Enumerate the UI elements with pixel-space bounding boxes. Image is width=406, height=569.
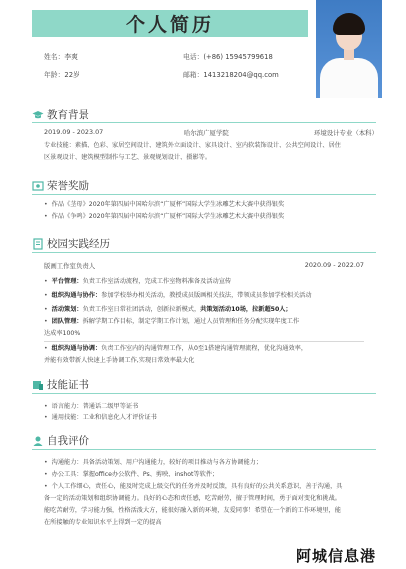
self-item: • 个人工作细心，责任心，能及时完成上级交代的任务并及时反馈，具有良好的公共关系意识，善于沟通，具 bbox=[44, 481, 342, 493]
honor-item: • 作品《茎母》2020年第四届中国哈尔滨“广厦杯”国际大学生冰雕艺术大赛中获得银奖 bbox=[44, 199, 284, 211]
cert-item: • 语言能力：普通话二级甲等证书 bbox=[44, 401, 138, 413]
section-divider bbox=[32, 252, 376, 253]
phone-field: 电话：(+86) 15945799618 bbox=[183, 53, 273, 61]
medal-icon bbox=[32, 180, 44, 192]
education-skills-line-2: 区景观设计、建筑模型制作与工艺、景观规划设计、摄影等。 bbox=[44, 154, 212, 161]
education-title: 教育背景 bbox=[47, 109, 89, 121]
certs-title: 技能证书 bbox=[47, 379, 89, 391]
cert-item: • 通用技能：工业和信息化人才评价证书 bbox=[44, 412, 157, 424]
self-item: • 办公工具：掌握office办公软件、Ps、剪映、inshot等软件； bbox=[44, 469, 218, 481]
self-line: 能吃苦耐劳，学习能力强，性格活泼大方，能很好融入新的环境，友爱同事！希望在一个新的工作环境里，能 bbox=[44, 507, 341, 514]
campus-item: • 团队管理：拆解学期工作目标，制定学期工作计划，通过人员管理和任务分配实现年度工作 bbox=[44, 316, 299, 328]
age-field: 年龄：22岁 bbox=[44, 71, 80, 79]
inner-divider bbox=[44, 341, 364, 342]
watermark-brand: 阿城信息港 bbox=[296, 547, 377, 565]
campus-header bbox=[32, 236, 110, 251]
education-row: 2019.09 - 2023.07 哈尔滨广厦学院 环境设计专业（本科） bbox=[44, 128, 378, 137]
campus-item: • 组织沟通与协作：参加学校举办相关活动，教授成员版画相关技法，带领成员参加学校相关活动 bbox=[44, 290, 312, 302]
self-title: 自我评价 bbox=[47, 435, 89, 447]
honor-item: • 作品《争鸣》2020年第四届中国哈尔滨“广厦杯”国际大学生冰雕艺术大赛中获得银奖 bbox=[44, 211, 284, 223]
campus-item: • 活动策划：负责工作室日常社团活动，创新拉新模式，共策划活动10场，拉新超50人； bbox=[44, 304, 292, 316]
user-icon bbox=[32, 435, 44, 447]
graduation-cap-icon bbox=[32, 109, 44, 121]
education-skills-line-1: 专业技能：素描、色彩、家居空间设计、建筑外立面设计、家具设计、室内软装饰设计、公共空间设计、居住 bbox=[44, 142, 341, 149]
campus-item-cont: 达成率100% bbox=[44, 330, 81, 337]
self-item: • 沟通能力：具备活动策划、用户沟通能力，较好的项目推动与各方协调能力； bbox=[44, 457, 262, 469]
name-field: 姓名：李爽 bbox=[44, 53, 78, 61]
section-divider bbox=[32, 449, 376, 450]
section-divider bbox=[32, 194, 376, 195]
campus-item-cont: 并能有效带新人快速上手协调工作,实现日常效率最大化 bbox=[44, 357, 195, 364]
honors-title: 荣誉奖励 bbox=[47, 180, 89, 192]
title-bar bbox=[32, 10, 308, 37]
self-header bbox=[32, 433, 89, 448]
document-icon bbox=[32, 238, 44, 250]
email-field: 邮箱：1413218204@qq.com bbox=[183, 71, 279, 79]
page-title: 个人简历 bbox=[125, 14, 214, 36]
campus-item: • 平台管理：负责工作室活动流程，完成工作室物料准备及活动宣传 bbox=[44, 276, 231, 288]
education-header bbox=[32, 107, 89, 122]
profile-photo bbox=[316, 0, 382, 98]
certs-header bbox=[32, 377, 89, 392]
campus-role-row: 版画工作室负责人 2020.09 - 2022.07 bbox=[44, 261, 364, 270]
self-line: 在所接触的专业知识水平上得到一定的提高 bbox=[44, 519, 162, 526]
campus-item: • 组织沟通与协调：负责工作室内的沟通管理工作，从0至1搭建沟通管理流程，优化沟通效率， bbox=[44, 343, 307, 355]
section-divider bbox=[32, 393, 376, 394]
section-divider bbox=[32, 122, 376, 123]
honors-header bbox=[32, 178, 89, 193]
campus-title: 校园实践经历 bbox=[47, 238, 110, 250]
self-line: 备一定的活动策划和组织协调能力。良好的心态和责任感，吃苦耐劳，擅于管理时间，勇于面对变化和挑战。 bbox=[44, 495, 341, 502]
certificate-icon bbox=[32, 379, 44, 391]
